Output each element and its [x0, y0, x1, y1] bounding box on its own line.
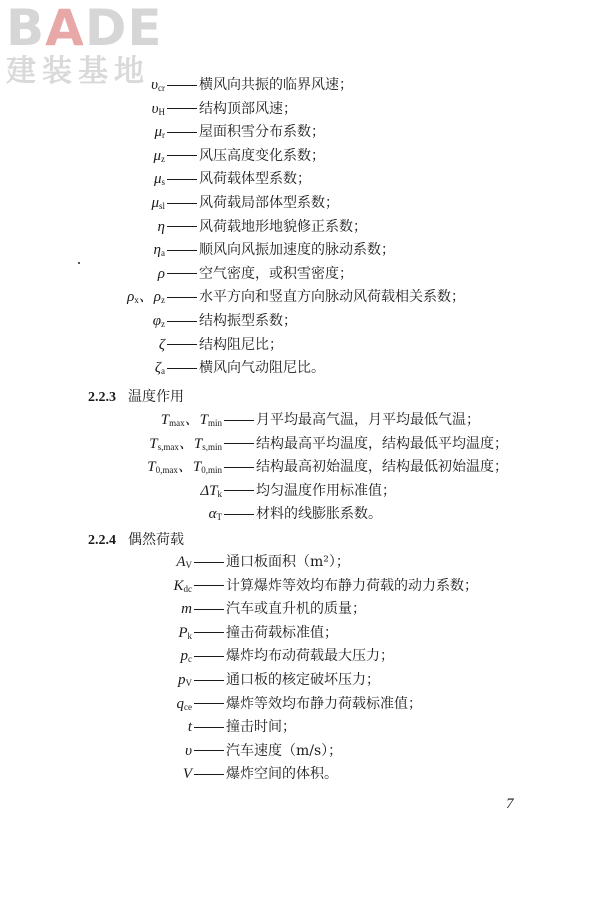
symbol-subscript: 0,max	[155, 465, 178, 476]
em-dash-separator	[194, 750, 224, 751]
symbol-definition-row	[0, 669, 380, 691]
symbol-definition-row	[0, 334, 283, 356]
em-dash-separator	[167, 321, 197, 322]
symbol	[0, 433, 222, 458]
symbol	[0, 669, 192, 694]
symbol-description: 均匀温度作用标准值；	[256, 482, 396, 499]
symbol	[0, 480, 222, 505]
symbol-base: μ	[151, 195, 159, 211]
symbol	[0, 503, 222, 528]
em-dash-separator	[194, 656, 224, 657]
symbol-description: 通口板的核定破坏压力；	[226, 672, 380, 688]
symbol-subscript: dc	[183, 583, 192, 594]
symbol-base: μ	[153, 147, 161, 164]
symbol	[0, 763, 192, 785]
symbol-definition-row	[0, 216, 367, 238]
symbol-description: 结构振型系数；	[199, 313, 297, 329]
symbol-base: m	[181, 601, 192, 618]
em-dash-separator	[194, 562, 224, 563]
symbol-subscript: s	[161, 177, 165, 188]
em-dash-separator	[167, 250, 197, 251]
symbol-subscript: cr	[158, 83, 165, 93]
symbol-subscript: r	[162, 130, 165, 141]
symbol-definition-row	[0, 551, 350, 573]
symbol-base: α	[208, 506, 217, 523]
symbol	[0, 693, 192, 718]
em-dash-separator	[167, 85, 197, 86]
symbol	[0, 239, 165, 264]
symbol-description: 结构最高初始温度，结构最低初始温度；	[256, 459, 508, 476]
symbol-description: 结构阻尼比；	[199, 336, 283, 353]
symbol-base: η	[157, 218, 165, 235]
symbol	[0, 645, 192, 670]
symbol-base: T	[147, 459, 156, 476]
symbol	[0, 622, 192, 647]
symbol	[0, 740, 192, 762]
symbol-base: T	[160, 412, 170, 428]
symbol-subscript: V	[185, 678, 192, 688]
symbol-base: t	[187, 719, 192, 736]
symbol-subscript: s,max	[157, 441, 179, 452]
symbol-subscript: k	[217, 488, 222, 499]
symbol-description: 风荷载局部体型系数；	[199, 195, 339, 211]
symbol-definition-row	[0, 310, 297, 332]
symbol-definition-row	[0, 121, 325, 143]
symbol-base: ζ	[154, 360, 161, 377]
symbol-base: V	[182, 766, 192, 783]
symbol	[0, 286, 165, 311]
symbol	[0, 716, 192, 738]
symbol-description: 风荷载地形地貌修正系数；	[199, 218, 367, 235]
em-dash-separator	[194, 774, 224, 775]
symbol-definition-row	[0, 357, 325, 379]
symbol-subscript-second: s,min	[202, 441, 222, 452]
symbol-definition-row	[0, 693, 422, 715]
section-heading-2-2-4	[88, 529, 184, 551]
symbol-base-second: 、T	[177, 459, 202, 476]
symbol-base-second: 、ρ	[138, 289, 161, 306]
symbol-subscript-second: min	[207, 418, 222, 428]
symbol-definition-row	[0, 480, 396, 502]
symbol-base: T	[149, 435, 158, 452]
symbol-subscript-second: 0,min	[201, 465, 222, 476]
symbol-description: 月平均最高气温，月平均最低气温；	[256, 412, 480, 428]
symbol-definition-row	[0, 192, 339, 214]
symbol-base: q	[176, 695, 184, 712]
symbol-definition-row	[0, 145, 325, 167]
symbol-base: μ	[154, 124, 162, 141]
symbol	[0, 310, 165, 335]
symbol-base: p	[178, 672, 186, 688]
em-dash-separator	[194, 703, 224, 704]
em-dash-separator	[167, 344, 197, 345]
symbol-definition-row	[0, 763, 338, 785]
symbol-description: 撞击时间；	[226, 719, 296, 736]
symbol-definition-row	[0, 168, 311, 190]
symbol-definition-row	[0, 740, 342, 762]
symbol-description: 撞击荷载标准值；	[226, 624, 338, 641]
symbol	[0, 334, 165, 356]
section-title: 温度作用	[128, 389, 184, 405]
em-dash-separator	[194, 727, 224, 728]
em-dash-separator	[167, 132, 197, 133]
symbol	[0, 456, 222, 481]
symbol-base: p	[180, 648, 188, 665]
symbol-base: φ	[152, 313, 161, 329]
em-dash-separator	[224, 443, 254, 444]
symbol	[0, 192, 165, 217]
section-heading-2-2-3	[88, 386, 184, 408]
symbol-definition-row	[0, 98, 297, 120]
symbol-definition-row	[0, 503, 382, 525]
symbol-description: 横风向共振的临界风速；	[199, 77, 353, 93]
symbol-description: 风压高度变化系数；	[199, 147, 325, 164]
symbol	[0, 575, 192, 600]
em-dash-separator	[224, 467, 254, 468]
symbol-definition-row	[0, 575, 478, 597]
symbol-base: υ	[185, 742, 192, 759]
page-number: 7	[506, 796, 514, 812]
symbol-definition-row	[0, 433, 508, 455]
em-dash-separator	[167, 155, 197, 156]
symbol-subscript: T	[216, 512, 222, 523]
symbol-base-second: 、T	[184, 412, 208, 428]
symbol-description: 结构最高平均温度，结构最低平均温度；	[256, 435, 508, 452]
symbol-description: 屋面积雪分布系数；	[199, 124, 325, 141]
symbol-definition-row	[0, 622, 338, 644]
symbol-description: 计算爆炸等效均布静力荷载的动力系数；	[226, 577, 478, 594]
em-dash-separator	[167, 226, 197, 227]
symbol-definition-row	[0, 286, 465, 308]
symbol-description: 空气密度，或积雪密度；	[199, 265, 353, 282]
em-dash-separator	[167, 108, 197, 109]
symbol	[0, 145, 165, 170]
symbol	[0, 121, 165, 146]
symbol-base: ζ	[158, 336, 165, 353]
symbol-subscript: x	[134, 295, 139, 306]
symbol	[0, 551, 192, 576]
symbol-base: ρ	[157, 265, 165, 282]
symbol	[0, 598, 192, 620]
symbol-description: 风荷载体型系数；	[199, 171, 311, 188]
symbol-base: υ	[151, 77, 158, 93]
symbol-description: 结构顶部风速；	[199, 100, 297, 117]
symbol-base: μ	[153, 171, 162, 188]
symbol-description: 横风向气动阻尼比。	[199, 360, 325, 377]
watermark-brand-text: BADE	[6, 0, 163, 57]
symbol	[0, 263, 165, 285]
symbol	[0, 357, 165, 382]
em-dash-separator	[194, 632, 224, 633]
em-dash-separator	[167, 179, 197, 180]
symbol-subscript: H	[158, 106, 165, 117]
symbol-base-second: 、T	[178, 435, 203, 452]
symbol-definition-row	[0, 239, 395, 261]
symbol-description: 水平方向和竖直方向脉动风荷载相关系数；	[199, 289, 465, 306]
symbol	[0, 216, 165, 238]
symbol-definition-row	[0, 74, 353, 96]
symbol	[0, 168, 165, 193]
symbol-definition-row	[0, 456, 508, 478]
em-dash-separator	[224, 490, 254, 491]
symbol-description: 爆炸等效均布静力荷载标准值；	[226, 695, 422, 712]
em-dash-separator	[194, 680, 224, 681]
symbol-definition-row	[0, 409, 480, 431]
symbol-base: ΔT	[200, 482, 218, 499]
symbol-subscript: sl	[158, 201, 165, 211]
symbol-base: A	[176, 554, 186, 570]
em-dash-separator	[167, 273, 197, 274]
symbol-subscript: z	[161, 153, 165, 164]
symbol-description: 顺风向风振加速度的脉动系数；	[199, 242, 395, 259]
em-dash-separator	[167, 368, 197, 369]
symbol-subscript: k	[187, 630, 192, 641]
symbol	[0, 98, 165, 123]
symbol-subscript: a	[161, 248, 165, 259]
symbol-base: η	[153, 242, 161, 259]
symbol-description: 汽车或直升机的质量；	[226, 601, 366, 618]
em-dash-separator	[167, 297, 197, 298]
symbol-definition-row	[0, 598, 366, 620]
symbol-definition-row	[0, 716, 296, 738]
symbol-description: 爆炸空间的体积。	[226, 766, 338, 783]
symbol-description: 汽车速度（m/s）；	[226, 742, 343, 759]
symbol-subscript: V	[185, 560, 192, 570]
symbol-subscript: z	[161, 319, 165, 329]
em-dash-separator	[224, 420, 254, 421]
symbol	[0, 74, 165, 99]
symbol-description: 材料的线膨胀系数。	[256, 506, 382, 523]
em-dash-separator	[194, 609, 224, 610]
symbol-definition-row	[0, 645, 394, 667]
symbol-subscript: a	[161, 366, 165, 377]
watermark-subtitle: 建装基地	[6, 54, 150, 89]
em-dash-separator	[224, 514, 254, 515]
symbol-base: υ	[151, 100, 159, 117]
em-dash-separator	[167, 203, 197, 204]
em-dash-separator	[194, 585, 224, 586]
symbol-subscript: ce	[184, 701, 192, 712]
symbol-subscript: c	[188, 654, 192, 665]
symbol-base: P	[178, 624, 188, 641]
symbol	[0, 409, 222, 434]
section-title: 偶然荷载	[128, 532, 184, 548]
symbol-definition-row	[0, 263, 353, 285]
symbol-description: 爆炸均布动荷载最大压力；	[226, 648, 394, 665]
symbol-subscript-second: z	[161, 295, 165, 306]
symbol-base: K	[173, 577, 184, 594]
symbol-description: 通口板面积（m²）；	[226, 554, 350, 570]
symbol-base: ρ	[127, 289, 135, 306]
section-number: 2.2.4	[88, 533, 116, 548]
section-number: 2.2.3	[88, 390, 116, 405]
symbol-subscript: max	[169, 418, 185, 428]
